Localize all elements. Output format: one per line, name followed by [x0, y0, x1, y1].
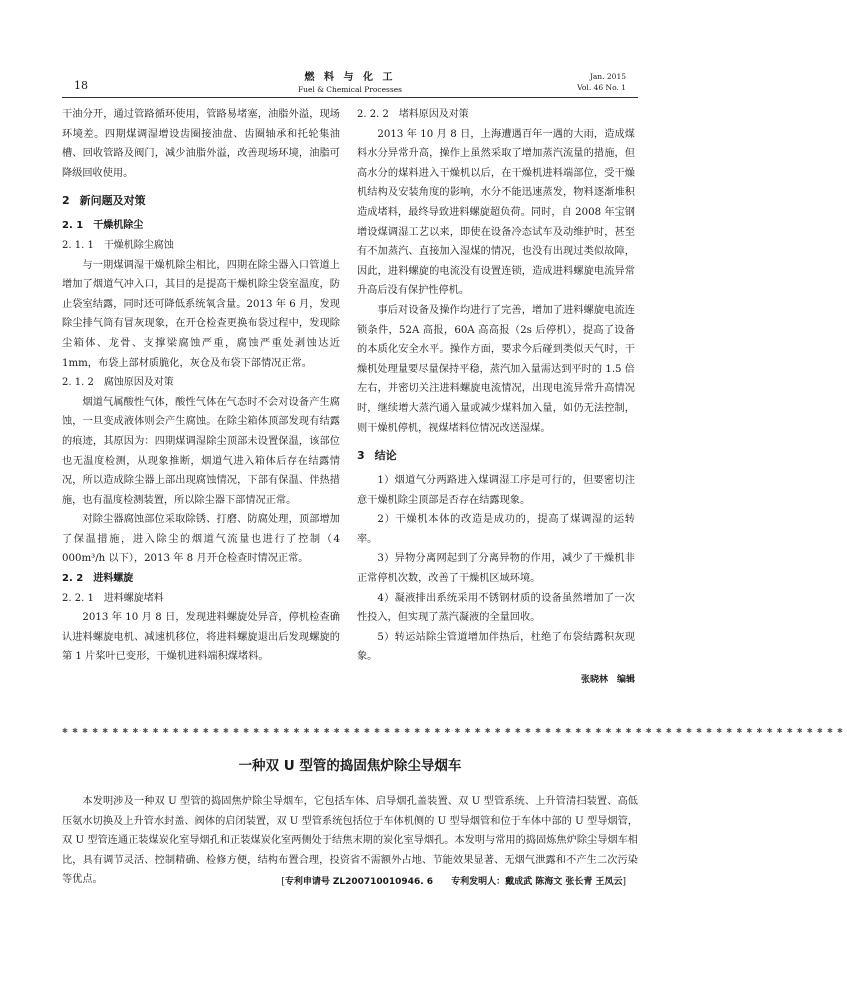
conclusion-item: 4）凝液排出系统采用不锈钢材质的设备虽然增加了一次性投入，但实现了蒸汽凝液的全量回收。 — [357, 592, 635, 624]
conclusion-item: 3）异物分离网起到了分离异物的作用，减少了干燥机非正常停机次数，改善了干燥机区域环境。 — [357, 553, 635, 585]
patent-application-number: ZL200710010946. 6 — [332, 877, 434, 887]
patent-application-label: 专利申请号 — [284, 877, 330, 887]
editor-credit: 张晓林 编辑 — [580, 675, 635, 686]
patent-title: 一种双 U 型管的捣固焦炉除尘导烟车 — [238, 758, 462, 774]
issue-info — [577, 71, 626, 93]
paragraph: 对除尘器腐蚀部位采取除锈、打磨、防腐处理，顶部增加了保温措施，进入除尘的烟道气流量也进行了控制（4 000m³/h 以下），2013 年 8 月开仓检查时情况正常。 — [62, 514, 340, 565]
issue-date: Jan. 2015 — [589, 72, 626, 81]
paragraph: 烟道气属酸性气体，酸性气体在气态时不会对设备产生腐蚀，一旦变成液体则会产生腐蚀。在除尘箱体顶部发现有结露的痕迹，其原因为：四期煤调湿除尘顶部未设置保温，该部位也无温度检测，从现象推断，烟道气进入箱体后存在结露情况，所以造成除尘器上部出现腐蚀情况，下部有保温、伴热措施，也有温度检测装置，所以除尘器下部情况正常。 — [62, 396, 340, 506]
patent-inventor-label: 专利发明人： — [451, 877, 506, 887]
section-heading-2-1: 2. 1 干燥机除尘 — [62, 220, 144, 232]
section-heading-2-1-1: 2. 1. 1 干燥机除尘腐蚀 — [62, 239, 174, 251]
conclusion-item: 1）烟道气分两路进入煤调湿工序是可行的，但要密切注意干燥机除尘顶部是否存在结露现象。 — [357, 475, 635, 506]
journal-title — [270, 68, 430, 94]
journal-title-cn: 燃 料 与 化 工 — [304, 72, 396, 83]
paragraph: 干油分开，通过管路循环使用，管路易堵塞，油脂外溢，现场环境差。四期煤调湿增设齿圈接油盘、齿圈轴承和托轮集油槽、回收管路及阀门，减少油脂外溢，改善现场环境，油脂可降级回收使用。 — [62, 109, 340, 179]
patent-inventors: 戴成武 陈海文 张长青 王凤云 — [505, 877, 623, 887]
section-heading-2: 2 新问题及对策 — [62, 194, 146, 208]
conclusion-item: 5）转运站除尘管道增加伴热后，杜绝了布袋结露积灰现象。 — [357, 631, 635, 663]
section-heading-2-2-2: 2. 2. 2 堵料原因及对策 — [357, 109, 469, 120]
paragraph: 2013 年 10 月 8 日，发现进料螺旋处异音，停机检查确认进料螺旋电机、减速机移位，将进料螺旋退出后发现螺旋的第 1 片桨叶已变形，干燥机进料端积煤堵料。 — [62, 612, 340, 663]
paragraph: 与一期煤调湿干燥机除尘相比，四期在除尘器入口管道上增加了烟道气冲入口，其目的是提高干燥机除尘袋室温度，防止袋室结露，同时还可降低系统氧含量。2013 年 6 月，发现除尘排气筒有冒灰现象，在开仓检查更换布袋过程中，发现除尘箱体、龙骨、支撑梁腐蚀严重，腐蚀严重处剥蚀达近 1mm，布袋上部材质脆化，灰仓及布袋下部情况正常。 — [62, 259, 340, 369]
section-heading-2-2: 2. 2 进料螺旋 — [62, 573, 134, 585]
section-heading-2-2-1: 2. 2. 1 进料螺旋堵料 — [62, 592, 164, 604]
paragraph: 事后对设备及操作均进行了完善，增加了进料螺旋电流连锁条件，52A 高报，60A 高高报（2s 后停机），提高了设备的本质化安全水平。操作方面，要求今后碰到类似天气时，干燥机处理量要尽量保持平稳，蒸汽加入量需达到平时的 1.5 倍左右，并密切关注进料螺旋电流情况，出现电流异常升高情况时，继续增大蒸汽通入量或减少煤料加入量，如仍无法控制，则干燥机停机，视煤堵料位情况改送湿煤。 — [357, 304, 635, 434]
patent-abstract: 本发明涉及一种双 U 型管的捣固焦炉除尘导烟车，它包括车体、启导烟孔盖装置、双 U 型管系统、上升管清扫装置、高低压氨水切换及上升管水封盖、阀体的启闭装置，双 U 型管系统包括位于车体机侧的 U 型导烟管和位于车体中部的 U 型导烟管，双 U 型管连通正装煤炭化室导烟孔和正装煤炭化室两侧处于结焦末期的炭化室导烟孔。本发明与常用的捣固炼焦炉除尘导烟车相比，具有调节灵活、控制精确、检修方便，结构布置合理，投资省不需额外占地、节能效果显著、无烟气泄露和不产生二次污染等优点。 — [62, 796, 638, 886]
left-column — [62, 105, 340, 667]
section-heading-3: 3 结论 — [357, 449, 397, 463]
star-divider: ✱✱✱✱✱✱✱✱✱✱✱✱✱✱✱✱✱✱✱✱✱✱✱✱✱✱✱✱✱✱✱✱✱✱✱✱✱✱✱✱✱✱✱✱✱✱✱✱✱✱✱✱✱✱✱✱✱✱✱✱✱✱✱✱✱✱✱✱✱✱✱✱✱✱✱✱✱✱ — [62, 727, 847, 735]
right-column — [357, 105, 635, 691]
paragraph: 2013 年 10 月 8 日，上海遭遇百年一遇的大雨，造成煤料水分异常升高，操作上虽然采取了增加蒸汽流量的措施，但高水分的煤料进入干燥机以后，在干燥机进料端部位，受干燥机结构及安装角度的影响，水分不能迅速蒸发，物料逐渐堆积造成堵料，最终导致进料螺旋超负荷。同时，自 2008 年宝钢增设煤调湿工艺以来，即使在设备冷态试车及动维护时，甚至有不加蒸汽、直接加入湿煤的情况，也没有出现过类似故障，因此，进料螺旋的电流没有设置连锁，造成进料螺旋电流异常升高后没有保护性停机。 — [357, 128, 635, 297]
conclusion-item: 2）干燥机本体的改造是成功的，提高了煤调湿的运转率。 — [357, 514, 635, 545]
header-rule — [62, 97, 638, 98]
section-heading-2-1-2: 2. 1. 2 腐蚀原因及对策 — [62, 377, 174, 389]
journal-title-en: Fuel & Chemical Processes — [297, 85, 403, 94]
issue-volume: Vol. 46 No. 1 — [577, 83, 626, 92]
patent-info: [专利申请号 ZL200710010946. 6 专利发明人：戴成武 陈海文 张长青 王凤云] — [281, 877, 626, 887]
page-number: 18 — [74, 79, 88, 92]
